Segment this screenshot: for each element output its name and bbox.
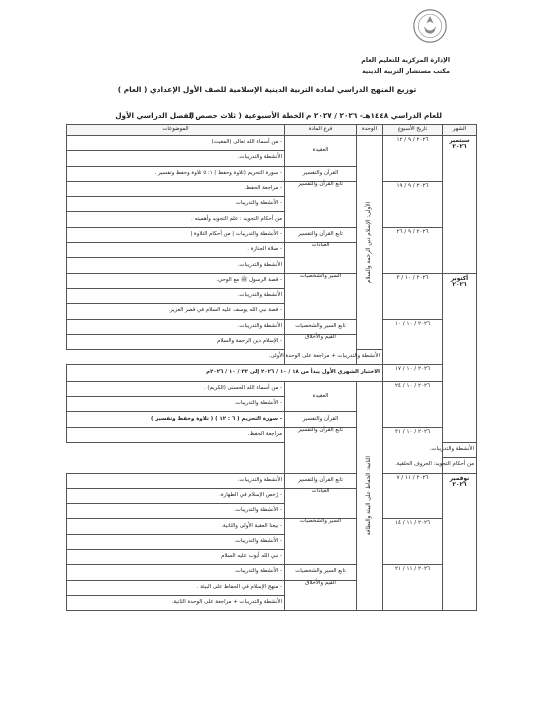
exam-row [67, 365, 477, 381]
topic-cell: الأنشطة والتدريبات. [443, 442, 477, 457]
topic-cell: - رُخص الإسلام في الطهارة. [67, 488, 285, 503]
topic-cell: الأنشطة والتدريبات. [67, 288, 285, 303]
branch-cell: تابع السير والشخصيات [285, 319, 357, 334]
topic-cell: - قصة نبي الله يوسف عليه السلام في قصر العزيز. [67, 304, 285, 319]
week-date: ٢٠٢٦ / ١٠ / ١٠ [383, 319, 443, 365]
branch-cell: القرآن والتفسير [285, 166, 357, 181]
topic-cell: - سورة التحريم ( ٦ : ١٢ ) ( تلاوة وحفظ وتفسير ) [67, 412, 285, 427]
topic-cell: - الأنشطة والتدريبات | من أحكام التلاوة | [67, 227, 285, 242]
col-topics: الموضوعات [67, 125, 285, 136]
topic-cell: - من أسماء الله تعالى (المغيث) [67, 136, 285, 151]
table-row [67, 565, 477, 580]
branch-cell: تابع القرآن والتفسير [285, 227, 357, 242]
exam-note: الاختبار الشهري الأول يبدأ من ١٨ / ١٠ / ٢٠٢٦ إلى ٢٢ / ١٠ / ٢٠٢٦م [67, 365, 383, 381]
topic-cell: - الأنشطة والتدريبات. [67, 534, 285, 549]
topic-cell: - منهج الإسلام في الحفاظ على البيئة . [67, 580, 285, 595]
month-october: أكتوبر ٢٠٢٦ [443, 273, 477, 442]
header-line-2: مكتب مستشار التربية الدينية [362, 68, 450, 75]
branch-cell: العبادات [285, 488, 357, 519]
topic-cell: - الأنشطة والتدريبات. [67, 565, 285, 580]
topic-cell: - الإسلام دين الرحمة والسلام [67, 334, 285, 349]
weekly-plan: الخطة الأسبوعية ( ثلاث حصص ) [189, 111, 304, 120]
topic-cell: - من أسماء الله الحسنى (الكريم) . [67, 381, 285, 396]
table-header-row [67, 125, 477, 136]
topic-cell: الأنشطة والتدريبات + مراجعة على الوحدة الثانية. [67, 595, 285, 610]
table-row [67, 427, 477, 442]
semester: الفصل الدراسي الأول [115, 111, 194, 120]
header-line-1: الإدارة المركزية للتعليم العام [361, 57, 450, 64]
branch-cell: العبادات [285, 243, 357, 274]
ministry-emblem-icon [412, 8, 448, 44]
topic-cell: الأنشطة والتدريبات. [67, 258, 285, 273]
table-row [67, 519, 477, 534]
academic-year: للعام الدراسي ١٤٤٨هـ- ٢٠٢٦ / ٢٠٢٧ م [306, 111, 442, 120]
topic-cell: - الأنشطة والتدريبات [67, 197, 285, 212]
branch-cell: تابع القرآن والتفسير [285, 427, 357, 473]
unit-2 [357, 381, 383, 610]
topic-cell: الأنشطة والتدريبات. [67, 319, 285, 334]
col-branch: فرع المادة [285, 125, 357, 136]
curriculum-table [66, 124, 477, 611]
branch-cell: تابع السير والشخصيات [285, 565, 357, 580]
topic-cell: - بيعتا العقبة الأولى والثانية. [67, 519, 285, 534]
table-row [67, 473, 477, 488]
topic-cell: - سورة التحريم (تلاوة وحفظ ) ١: ٥ تلاوة وحفظ وتفسير . [67, 166, 285, 181]
table-row [67, 381, 477, 396]
branch-cell: السير والشخصيات [285, 273, 357, 319]
document-title: توزيع المنهج الدراسي لمادة التربية الدينية الإسلامية للصف الأول الإعدادي ( العام ) [117, 85, 417, 94]
week-date: ٢٠٢٦ / ٩ / ١٩ [383, 181, 443, 227]
col-month: الشهر [443, 125, 477, 136]
week-date: ٢٠٢٦ / ١١ / ٧ [383, 473, 443, 519]
topic-cell: الأنشطة والتدريبات. [67, 151, 285, 166]
week-date: ٢٠٢٦ / ١١ / ١٤ [383, 519, 443, 565]
topic-cell: - الأنشطة والتدريبات. [67, 504, 285, 519]
topic-cell: مراجعة الحفظ. [67, 427, 285, 442]
week-date: ٢٠٢٦ / ١٠ / ٣١ [383, 427, 443, 473]
col-week: تاريخ الأسبوع [383, 125, 443, 136]
week-date: ٢٠٢٦ / ٩ / ٢٦ [383, 227, 443, 273]
topic-cell: من أحكام التجويد : علم التجويد وأهميته . [67, 212, 285, 227]
table-row [67, 181, 477, 196]
week-date: ٢٠٢٦ / ١٠ / ٢٤ [383, 381, 443, 427]
topic-cell: الأنشطة والتدريبات + مراجعة على الوحدة الأولى. [357, 350, 383, 365]
month-september: سبتمبر ٢٠٢٦ [443, 136, 477, 274]
topic-cell: من أحكام التجويد: الحروف الحلقية. [443, 458, 477, 473]
branch-cell: القرآن والتفسير [285, 412, 357, 427]
topic-cell: - الأنشطة والتدريبات. [67, 397, 285, 412]
month-november: نوفمبر ٢٠٢٦ [443, 473, 477, 611]
unit-1-label: الأولى: الإسلام دين الرحمة والسلام [366, 202, 373, 284]
table-row [67, 136, 477, 151]
branch-cell: تابع القرآن والتفسير [285, 181, 357, 227]
col-unit: الوحدة [357, 125, 383, 136]
week-date: ٢٠٢٦ / ١٠ / ٣ [383, 273, 443, 319]
table-row [67, 319, 477, 334]
branch-cell: العقيدة [285, 136, 357, 167]
week-date: ٢٠٢٦ / ١١ / ٢١ [383, 565, 443, 611]
branch-cell: العقيدة [285, 381, 357, 412]
week-date: ٢٠٢٦ / ٩ / ١٢ [383, 136, 443, 182]
topic-cell: الأنشطة والتدريبات. [67, 473, 285, 488]
branch-cell: القيم والأخلاق [285, 580, 357, 611]
topic-cell: - قصة الرسول ﷺ مع الوحي. [67, 273, 285, 288]
topic-cell: - صلاة الجنازة . [67, 243, 285, 258]
week-date: ٢٠٢٦ / ١٠ / ١٧ [383, 365, 443, 381]
topic-cell: - نبي الله أيوب عليه السلام [67, 550, 285, 565]
topic-cell: - مراجعة الحفظ. [67, 181, 285, 196]
table-row [67, 227, 477, 242]
branch-cell: القيم والأخلاق [285, 334, 357, 365]
unit-2-label: الثانية: الحفاظ على البيئة والنظافة [366, 456, 373, 536]
branch-cell: تابع القرآن والتفسير [285, 473, 357, 488]
table-row [67, 273, 477, 288]
unit-1 [357, 136, 383, 350]
branch-cell: السير والشخصيات [285, 519, 357, 565]
